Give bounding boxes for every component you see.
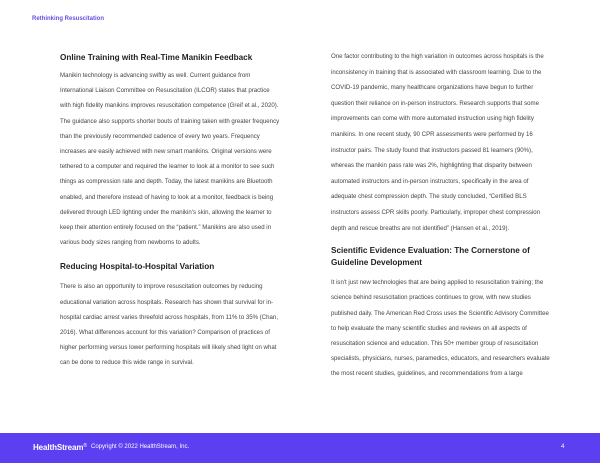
section-body-online-training: Manikin technology is advancing swiftly as well. Current guidance from International Liaison Committee on Resuscitation (ILCOR) states that practice with high fidelity manikins improves resuscitation competence (Greif et al., 2020). The guidance also supports shorter bouts of training taken with greater frequency than the previously recommended cadence of every two years. Frequency increases are easily achieved with new smart manikins. Original versions were tethered to a computer and required the learner to look at a monitor to see such things as compression rate and depth. Today, the latest manikins are Bluetooth enabled, and therefore instead of having to look at a monitor, feedback is being delivered through LED lighting under the manikin's skin, allowing the learner to keep their attention entirely focused on the “patient.” Manikins are also used in various body sizes ranging from newborns to adults. xyxy=(60,72,280,247)
section-body-hospital-variation: There is also an opportunity to improve resuscitation outcomes by reducing educational variation across hospitals. Research has shown that survival for in-hospital cardiac arrest varies threefold across hospitals, from 11% to 35% (Chan, 2016). What differences account for this variation? Comparison of practices of higher performing versus lower performing hospitals will likely shed light on what can be done to reduce this wide range in survival. xyxy=(60,283,279,367)
left-column xyxy=(60,52,282,371)
section-body-evidence-evaluation: It isn't just new technologies that are being applied to resuscitation training; the science behind resuscitation practices continues to grow, with new studies published daily. The American Red Cross uses the Scientific Advisory Committee to help evaluate the many scientific studies and reviews on all aspects of resuscitation science and education. This 50+ member group of resuscitation specialists, physicians, nurses, paramedics, educators, and researchers evaluate the most recent studies, guidelines, and recommendations from a large xyxy=(331,279,550,378)
section-heading-evidence-evaluation: Scientific Evidence Evaluation: The Cornerstone of Guideline Development xyxy=(331,246,530,268)
section-heading-online-training: Online Training with Real-Time Manikin Feedback xyxy=(60,53,253,62)
section-heading-hospital-variation: Reducing Hospital-to-Hospital Variation xyxy=(60,262,215,272)
running-header: Rethinking Resuscitation xyxy=(32,16,105,22)
brand-logo: HealthStream® xyxy=(33,443,87,452)
copyright-text: Copyright © 2022 HealthStream, Inc. xyxy=(91,444,190,450)
right-column xyxy=(331,49,553,382)
paragraph-training-inconsistency: One factor contributing to the high variation in outcomes across hospitals is the inconsistency in training that is associated with classroom learning. Due to the COVID-19 pandemic, many healthcare organizations have begun to further question their reliance on in-person instructors. Research supports that some improvements can come with more automated instruction using high fidelity manikins. In one recent study, 90 CPR assessments were performed by 16 instructor pairs. The study found that instructors passed 81 learners (90%), whereas the manikin pass rate was 2%, highlighting that disparity between automated instructors and in-person instructors, specifically in the area of adequate chest compression depth. The study concluded, “Certified BLS instructors assess CPR skills poorly. Particularly, improper chest compression depth and rescue breaths are not identified” (Hansen et al., 2019). xyxy=(331,53,544,232)
page-number: 4 xyxy=(561,444,565,450)
footer-bar xyxy=(0,433,600,463)
